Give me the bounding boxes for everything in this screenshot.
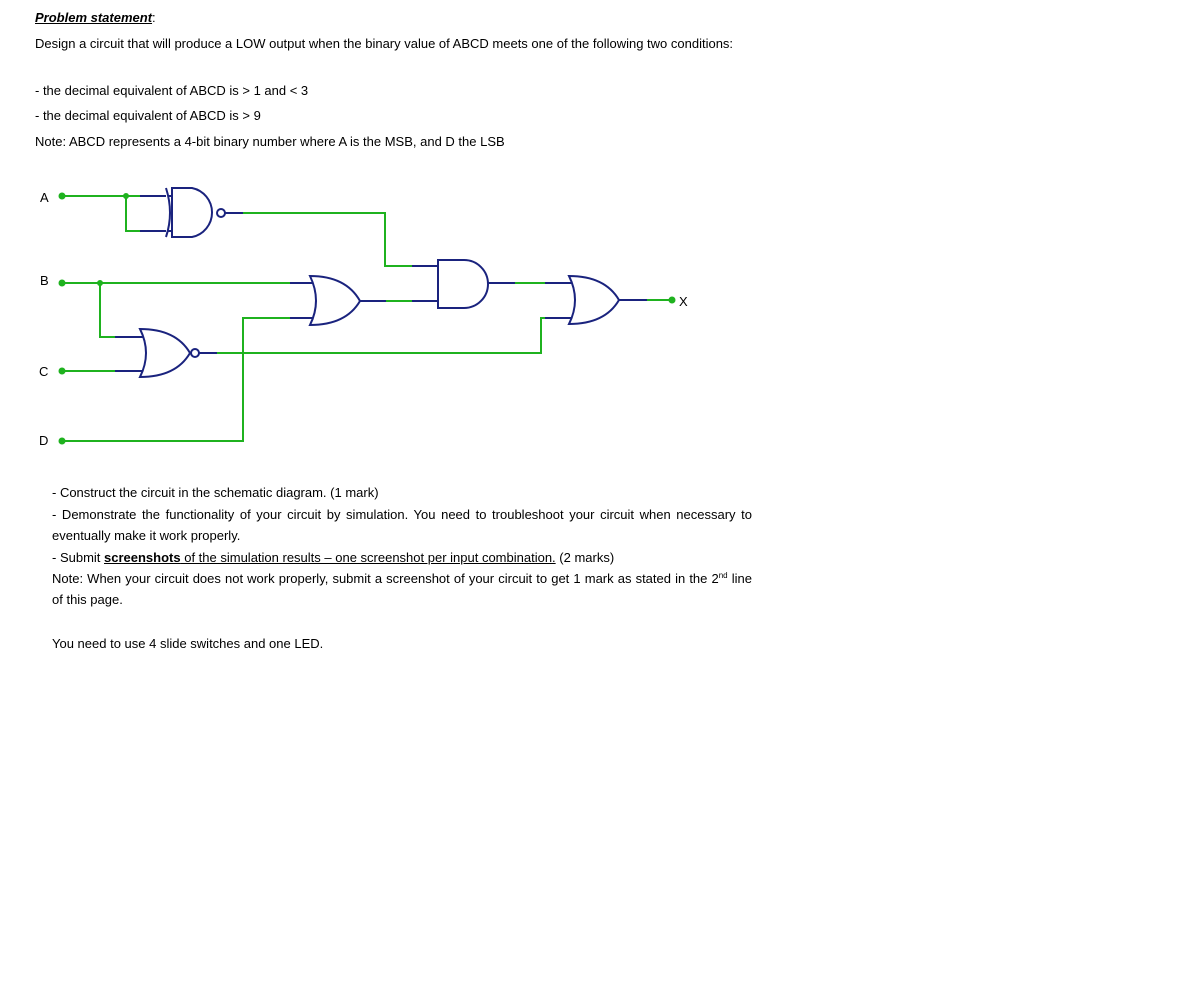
problem-title-text: Problem statement (35, 10, 153, 25)
output-label-x: X (679, 294, 688, 309)
input-label-a: A (40, 190, 49, 205)
wire-b-branch (100, 283, 120, 337)
wire-nor-out (203, 318, 568, 353)
instruction-demonstrate: - Demonstrate the functionality of your circuit by simulation. You need to troubleshoot your circuit when necessary to eventually make it work properly. (52, 507, 752, 543)
terminal-c (59, 368, 66, 375)
and-gate-1 (412, 260, 515, 308)
terminal-d (59, 438, 66, 445)
terminal-x (669, 297, 676, 304)
nand-gate-1 (140, 188, 243, 237)
submit-underlined: of the simulation results – one screenshot per input combination. (180, 550, 556, 565)
problem-title-colon: : (152, 10, 156, 25)
note-prefix: Note: When your circuit does not work properly, submit a screenshot of your circuit to get 1 mark as stated in the 2 (52, 571, 719, 586)
input-label-d: D (39, 433, 49, 448)
instruction-note (52, 568, 752, 610)
note-superscript: nd (718, 571, 728, 580)
logic-schematic (0, 170, 760, 460)
condition-1: - the decimal equivalent of ABCD is > 1 and < 3 (35, 83, 309, 98)
submit-suffix: (2 marks) (555, 550, 615, 565)
instruction-construct: - Construct the circuit in the schematic diagram. (1 mark) (52, 485, 379, 500)
input-label-b: B (40, 273, 49, 288)
or-gate-1 (290, 276, 386, 325)
junction-a (123, 193, 129, 199)
terminal-a (59, 193, 66, 200)
wire-nand1-out (230, 213, 438, 266)
terminal-b (59, 280, 66, 287)
submit-bold: screenshots (104, 550, 181, 565)
problem-description: Design a circuit that will produce a LOW output when the binary value of ABCD meets one of the following two conditions: (35, 36, 734, 51)
instruction-submit (52, 547, 752, 568)
wire-d-in (62, 318, 290, 441)
msb-lsb-note: Note: ABCD represents a 4-bit binary number where A is the MSB, and D the LSB (35, 134, 505, 149)
wire-a-branch (126, 196, 140, 231)
input-label-c: C (39, 364, 49, 379)
nor-gate-1 (115, 329, 217, 377)
instruction-components: You need to use 4 slide switches and one LED. (52, 636, 324, 651)
problem-title (35, 7, 156, 28)
junction-b (97, 280, 103, 286)
condition-2: - the decimal equivalent of ABCD is > 9 (35, 108, 261, 123)
note-suffix: line of this page. (52, 571, 752, 607)
or-gate-2 (545, 276, 647, 324)
submit-prefix: - Submit (52, 550, 105, 565)
